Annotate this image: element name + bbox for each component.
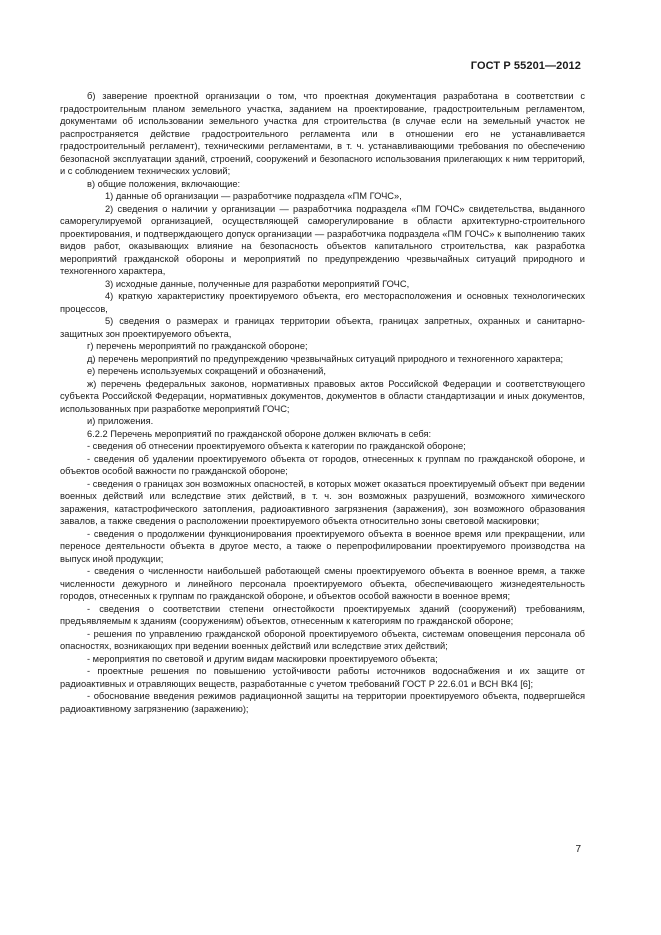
paragraph: г) перечень мероприятий по гражданской обороне;	[87, 341, 308, 351]
paragraph: - решения по управлению гражданской обороной проектируемого объекта, системам оповещения персонала об опасностях, возникающих при ведении военных действий или вследствие этих действий;	[60, 628, 585, 651]
paragraph: б) заверение проектной организации о том, что проектная документация разработана в соответствии с градостроительным планом земельного участка, заданием на проектирование, градостроительным регламентом, документами об использовании земельного участка для строительства (в случае если на земельный участок не распространяется действие градостроительного регламента или в отношении его не устанавливается градостроительный регламент), техническими регламентами, в т. ч. устанавливающими требования по обеспечению безопасной эксплуатации зданий, строений, сооружений и безопасного использования прилегающих к ним территорий, и с соблюдением технических условий;	[60, 91, 585, 176]
paragraph: 1) данные об организации — разработчике подраздела «ПМ ГОЧС»,	[105, 191, 402, 201]
paragraph: е) перечень используемых сокращений и обозначений,	[87, 366, 326, 376]
document-code-header: ГОСТ Р 55201—2012	[470, 60, 581, 72]
paragraph: и) приложения.	[87, 416, 154, 426]
paragraph: - сведения о численности наибольшей работающей смены проектируемого объекта в военное время, а также численности дежурного и линейного персонала проектируемого объекта, обеспечивающего жизнедеятельность городов, отнесенных к группам по гражданской обороне, и объектов особой важности в военное время;	[60, 566, 585, 601]
paragraph: - сведения об удалении проектируемого объекта от городов, отнесенных к группам по гражданской обороне, и объектов особой важности по гражданской обороне;	[60, 453, 585, 476]
paragraph: в) общие положения, включающие:	[87, 178, 241, 189]
paragraph: - обоснование введения режимов радиационной защиты на территории проектируемого объекта, подвергшейся радиоактивному загрязнению (заражению);	[60, 691, 585, 714]
paragraph: - сведения о границах зон возможных опасностей, в которых может оказаться проектируемый объект при ведении военных действий или вследствие этих действий, в т. ч. зон возможных разрушений, возможного химического заражения, катастрофического затопления, радиоактивного загрязнения (заражения), зон возможного образования завалов, а также сведения о расположении проектируемого объекта относительно зоны световой маскировки;	[60, 478, 585, 526]
paragraph: - проектные решения по повышению устойчивости работы источников водоснабжения и их защите от радиоактивных и отравляющих веществ, разработанные с учетом требований ГОСТ Р 22.6.01 и ВСН ВК4 [6];	[60, 666, 585, 689]
paragraph: 5) сведения о размерах и границах территории объекта, границах запретных, охранных и санитарно-защитных зон проектируемого объекта,	[60, 316, 585, 339]
paragraph: - мероприятия по световой и другим видам маскировки проектируемого объекта;	[87, 653, 438, 664]
paragraph: 2) сведения о наличии у организации — разработчика подраздела «ПМ ГОЧС» свидетельства, выданного саморегулируемой организацией, осуществляющей саморегулирование в области архитектурно-строительного проектирования, и подтверждающего допуск организации — разработчика подраздела «ПМ ГОЧС» к выполнению таких видов работ, оказывающих влияние на безопасность объектов капитального строительства, как разработка мероприятий гражданской обороны и мероприятий по предупреждению чрезвычайных ситуаций природного и техногенного характера,	[60, 203, 585, 276]
page-number: 7	[575, 844, 581, 855]
paragraph: 3) исходные данные, полученные для разработки мероприятий ГОЧС,	[105, 278, 410, 289]
paragraph: - сведения о соответствии степени огнестойкости проектируемых зданий (сооружений) требованиям, предъявляемым к зданиям (сооружениям) объектов, отнесенным к категориям по гражданской обороне;	[60, 603, 585, 626]
paragraph: 4) краткую характеристику проектируемого объекта, его месторасположения и основных технологических процессов,	[60, 291, 585, 314]
paragraph: д) перечень мероприятий по предупреждению чрезвычайных ситуаций природного и техногенного характера;	[87, 353, 564, 364]
document-body	[60, 90, 585, 715]
paragraph: - сведения о продолжении функционирования проектируемого объекта в военное время или прекращении, или переносе деятельности объекта в другое место, а также о перепрофилировании проектируемого производства на выпуск иной продукции;	[60, 528, 585, 564]
paragraph: - сведения об отнесении проектируемого объекта к категории по гражданской обороне;	[87, 441, 466, 451]
paragraph: 6.2.2 Перечень мероприятий по гражданской обороне должен включать в себя:	[87, 428, 432, 439]
paragraph: ж) перечень федеральных законов, нормативных правовых актов Российской Федерации и соответствующего субъекта Российской Федерации, нормативных документов, документов в области стандартизации и иных документов, использованных при разработке мероприятий ГОЧС;	[60, 378, 585, 414]
